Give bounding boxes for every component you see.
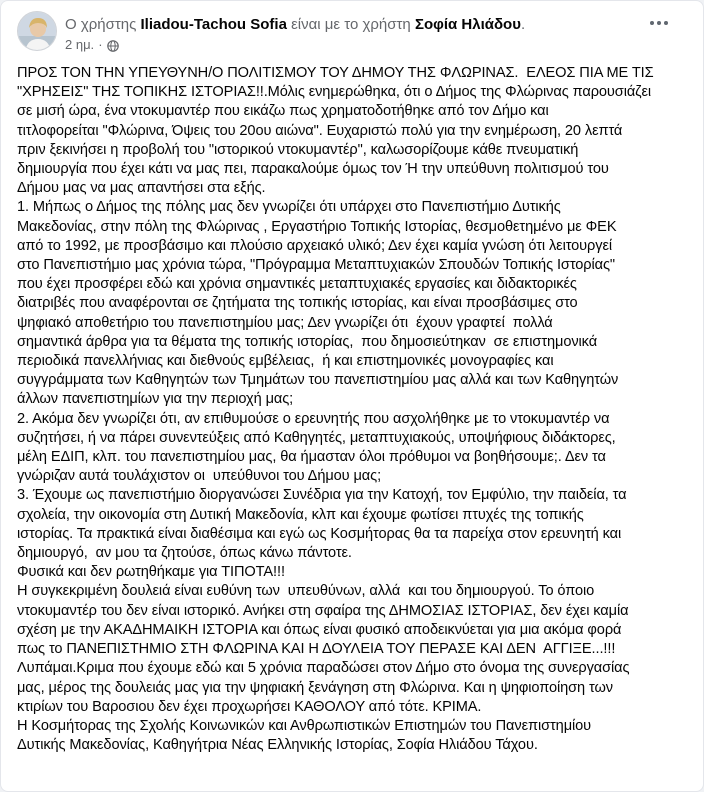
post-text-line: Λυπάμαι.Κριμα που έχουμε εδώ και 5 χρόνια παραδώσει στον Δήμο στο όνομα της συνεργασίας bbox=[17, 660, 630, 677]
globe-icon[interactable] bbox=[107, 39, 119, 51]
post-text-line: κτιρίων του Βαροσιου δεν έχει προχωρήσει ΚΑΘΟΛΟΥ από τότε. ΚΡΙΜΑ. bbox=[17, 698, 482, 715]
post-text-line: ντοκυμαντέρ του δεν είναι ιστορικό. Ανήκει στη σφαίρα της ΔΗΜΟΣΙΑΣ ΙΣΤΟΡΙΑΣ, δεν έχει καμία bbox=[17, 602, 629, 619]
post-time[interactable]: 2 ημ. bbox=[65, 37, 95, 52]
author-suffix: . bbox=[520, 16, 526, 33]
post-text-line: σχέση με την ΑΚΑΔΗΜΑΙΚΗ ΙΣΤΟΡΙΑ και όπως είναι φυσικό αποδεικνύεται για μια ακόμα φορά bbox=[17, 621, 622, 638]
post-header bbox=[17, 11, 687, 55]
post-text-line: σε μισή ώρα, ένα ντοκυμαντέρ που εικάζω πως χρηματοδοτήθηκε από τον Δήμο και bbox=[17, 103, 549, 120]
post-text-line: που έχει προσφέρει εδώ και χρόνια σημαντικές μεταπτυχιακές εργασίες και διδακτορικές bbox=[17, 276, 577, 293]
post-text-line: Η Κοσμήτορας της Σχολής Κοινωνικών και Ανθρωπιστικών Επιστημών του Πανεπιστημίου bbox=[17, 717, 592, 734]
post-text-line: Η συγκεκριμένη δουλειά είναι ευθύνη των υπευθύνων, αλλά και του δημιουργού. Το όποιο bbox=[17, 583, 595, 600]
post-text-line: πως το ΠΑΝΕΠΙΣΤΗΜΙΟ ΣΤΗ ΦΛΩΡΙΝΑ ΚΑΙ Η ΔΟΥΛΕΙΑ ΤΟΥ ΠΕΡΑΣΕ ΚΑΙ ΔΕΝ ΑΓΓΙΞΕ...!!! bbox=[17, 641, 616, 658]
avatar[interactable] bbox=[17, 11, 57, 51]
post-text-line: ψηφιακό αποθετήριο του πανεπιστημίου μας; Δεν γνωρίζει ότι έχουν γραφτεί πολλά bbox=[17, 314, 553, 331]
post-text-line: Δήμου μας να μας απαντήσει στα εξής. bbox=[17, 180, 266, 197]
post-text-line: Δυτικής Μακεδονίας, Καθηγήτρια Νέας Ελληνικής Ιστορίας, Σοφία Ηλιάδου Τάχου. bbox=[17, 737, 538, 754]
author-line bbox=[65, 15, 525, 35]
post-text-line: ιστορίας. Τα πρακτικά είναι διαθέσιμα και εγώ ως Κοσμήτορας θα τα παρείχα στον ερευνητή και bbox=[17, 525, 622, 542]
post-text-line: 1. Μήπως ο Δήμος της πόλης μας δεν γνωρίζει ότι υπάρχει στο Πανεπιστήμιο Δυτικής bbox=[17, 199, 561, 216]
post-body bbox=[17, 64, 693, 755]
post-text-line: περιοδικά πανελλήνιας και διεθνούς εμβέλειας, ή και επιστημονικές μονογραφίες και bbox=[17, 353, 554, 370]
post-text-line: 3. Έχουμε ως πανεπιστήμιο διοργανώσει Συνέδρια για την Κατοχή, τον Εμφύλιο, την παιδεία, τα bbox=[17, 487, 627, 504]
more-options-icon[interactable] bbox=[643, 9, 675, 37]
post-text-line: σημαντικά άρθρα για τα θέματα της τοπικής ιστορίας, που δημοσιεύτηκαν σε επιστημονικά bbox=[17, 333, 598, 350]
post-text-line: 2. Ακόμα δεν γνωρίζει ότι, αν επιθυμούσε ο ερευνητής που ασχολήθηκε με το ντοκυμαντέρ να bbox=[17, 410, 610, 427]
post-text-line: Φυσικά και δεν ρωτηθήκαμε για ΤΙΠΟΤΑ!!! bbox=[17, 564, 285, 581]
meta-separator: · bbox=[98, 37, 103, 52]
post-text-line: συζητήσει, ή να πάρει συνεντεύξεις από Καθηγητές, μεταπτυχιακούς, υποψήφιους διδάκτορες, bbox=[17, 429, 616, 446]
author-middle: είναι με το χρήστη bbox=[286, 16, 415, 33]
post-text-line: γνώριζαν αυτά τουλάχιστον οι υπεύθυνοι του Δήμου μας; bbox=[17, 468, 382, 485]
author-name[interactable]: Iliadou-Tachou Sofia bbox=[140, 16, 287, 33]
tagged-user-name[interactable]: Σοφία Ηλιάδου bbox=[414, 16, 521, 33]
post-text-line: δημιουργό, αν μου τα ζητούσε, όπως κάνω πάντοτε. bbox=[17, 545, 352, 562]
post-text-line: άλλων πανεπιστημίων για την περιοχή μας; bbox=[17, 391, 294, 408]
author-prefix: Ο χρήστης bbox=[65, 16, 141, 33]
post-text-line: στο Πανεπιστήμιο μας χρόνια τώρα, "Πρόγραμμα Μεταπτυχιακών Σπουδών Τοπικής Ιστορίας" bbox=[17, 257, 615, 274]
post-text-line: πριν ξεκινήσει η προβολή του "ιστορικού ντοκυμαντέρ", καλωσορίζουμε κάθε πνευματική bbox=[17, 141, 579, 158]
post-text-line: διατριβές που αναφέρονται σε ζητήματα της τοπικής ιστορίας, και είναι προσβάσιμες στο bbox=[17, 295, 578, 312]
post-text-line: δημιουργία που έχει κάτι να μας πει, παρακαλούμε όμως τον Ή την υπεύθυνη πολιτισμού του bbox=[17, 161, 609, 178]
post-text-line: μας, μέρος της δουλειάς μας για την ψηφιακή ξενάγηση στη Φλώρινα. Και η ψηφιοποίηση των bbox=[17, 679, 613, 696]
post-meta bbox=[65, 36, 525, 54]
post-text-line: σχολεία, την οικονομία στη Δυτική Μακεδονία, κλπ και έχουμε φωτίσει πτυχές της τοπικής bbox=[17, 506, 584, 523]
post-text-line: τιτλοφορείται "Φλώρινα, Όψεις του 20ου αιώνα". Ευχαριστώ πολύ για την ενημέρωση, 20 λεπτά bbox=[17, 122, 623, 139]
post-text-line: από το 1992, με προσβάσιμο και πλούσιο αρχειακό υλικό; Δεν έχει καμία γνώση ότι λειτουργεί bbox=[17, 237, 613, 254]
post-text-line: "ΧΡΗΣΕΙΣ" ΤΗΣ ΤΟΠΙΚΗΣ ΙΣΤΟΡΙΑΣ!!.Μόλις ενημερώθηκα, ότι ο Δήμος της Φλώρινας παρουσιάζει bbox=[17, 84, 652, 101]
post-text-line: Μακεδονίας, στην πόλη της Φλώρινας , Εργαστήριο Τοπικής Ιστορίας, θεσμοθετημένο με ΦΕΚ bbox=[17, 218, 617, 235]
post-text-line: ΠΡΟΣ ΤΟΝ ΤΗΝ ΥΠΕΥΘΥΝΗ/Ο ΠΟΛΙΤΙΣΜΟΥ ΤΟΥ ΔΗΜΟΥ ΤΗΣ ΦΛΩΡΙΝΑΣ. ΕΛΕΟΣ ΠΙΑ ΜΕ ΤΙΣ bbox=[17, 65, 654, 81]
post-text-line: μέλη ΕΔΙΠ, κλπ. του πανεπιστημίου μας, θα ήμασταν όλοι πρόθυμοι να βοηθήσουμε;. Δεν τα bbox=[17, 449, 606, 466]
post-text-line: συγγράμματα των Καθηγητών των Τμημάτων του πανεπιστημίου μας αλλά και των Καθηγητών bbox=[17, 372, 619, 389]
